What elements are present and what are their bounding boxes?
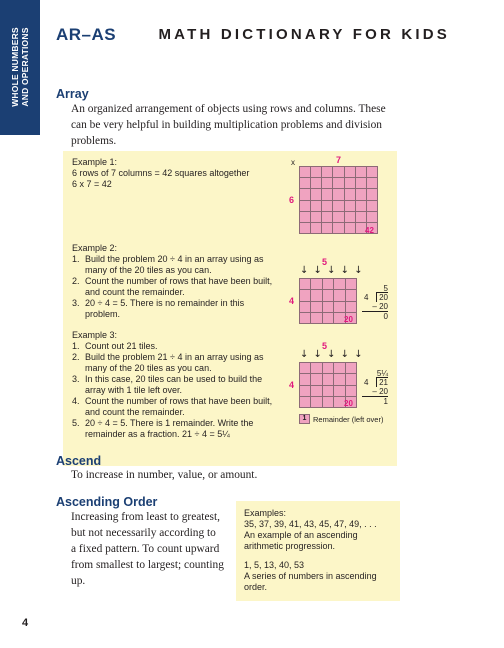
array-tile: [311, 201, 321, 211]
divisor: 4: [364, 378, 369, 387]
example-3-step: [72, 341, 272, 352]
array-tile: [311, 212, 321, 222]
step-line: In this case, 20 tiles can be used to build the: [85, 374, 263, 384]
example-2-text: [72, 243, 272, 320]
dividend: 20: [376, 292, 388, 302]
spacer: [244, 552, 377, 560]
ascending-examples-text: [244, 508, 377, 593]
divisor-dividend: [362, 293, 388, 302]
array-tile: [345, 223, 355, 233]
rows-label: 4: [289, 380, 295, 390]
columns-label: 5: [322, 341, 328, 351]
example-1-text: [72, 157, 249, 190]
total-label: 20: [344, 315, 353, 324]
term-ascend: Ascend: [56, 454, 102, 468]
array-tile: [300, 313, 310, 323]
term-array: Array: [56, 87, 89, 101]
example-sequence: 1, 5, 13, 40, 53: [244, 560, 305, 570]
step-line: Count out 21 tiles.: [85, 341, 158, 351]
array-tile: [367, 167, 377, 177]
definition-ascending-order: [71, 509, 241, 589]
example-3-step: [72, 418, 272, 440]
array-tile: [300, 167, 310, 177]
down-arrows-icon: ↓ ↓ ↓ ↓ ↓: [300, 349, 364, 360]
book-title: MATH DICTIONARY FOR KIDS: [158, 26, 450, 43]
array-tile: [334, 290, 344, 300]
rows-label: 6: [289, 195, 295, 205]
array-tile: [300, 189, 310, 199]
array-tile: [311, 302, 321, 312]
array-tile: [345, 201, 355, 211]
array-tile: [345, 178, 355, 188]
definition-line: from smallest to largest; counting: [71, 559, 224, 571]
array-tile: [334, 386, 344, 396]
array-tile: [333, 212, 343, 222]
example-note: An example of an ascending: [244, 530, 358, 540]
example-note: A series of numbers in ascending: [244, 571, 377, 581]
array-tile: [346, 290, 356, 300]
quotient: 5¼: [376, 369, 388, 378]
array-tile: [346, 279, 356, 289]
array-tile: [323, 363, 333, 373]
array-grid-6x7: [299, 166, 378, 234]
rows-label: 4: [289, 296, 295, 306]
step-number: 3.: [72, 374, 80, 384]
array-tile: [311, 363, 321, 373]
array-tile: [300, 302, 310, 312]
array-tile: [311, 313, 321, 323]
step-number: 1.: [72, 341, 80, 351]
remainder: 0: [383, 312, 388, 321]
array-tile: [346, 363, 356, 373]
array-tile: [323, 302, 333, 312]
array-tile: [323, 397, 333, 407]
array-tile: [346, 374, 356, 384]
definition-line: up.: [71, 575, 86, 587]
array-tile: [356, 189, 366, 199]
array-tile: [334, 302, 344, 312]
example-3-step: [72, 374, 272, 396]
example-2-step: [72, 276, 272, 298]
long-division-2: [362, 284, 388, 321]
array-tile: [322, 223, 332, 233]
array-tile: [311, 167, 321, 177]
array-tile: [300, 212, 310, 222]
array-tile: [300, 279, 310, 289]
step-line: many of the 20 tiles as you can.: [85, 265, 212, 275]
definition-line: Increasing from least to greatest,: [71, 511, 220, 523]
step-line: remainder as a fraction. 21 ÷ 4 = 5¼: [85, 429, 230, 439]
divisor: 4: [364, 293, 369, 302]
array-tile: [311, 386, 321, 396]
example-2-step: [72, 298, 272, 320]
step-number: 5.: [72, 418, 80, 428]
array-tile: [311, 189, 321, 199]
array-tile: [322, 212, 332, 222]
step-line: Build the problem 21 ÷ 4 in an array using as: [85, 352, 264, 362]
subtract: – 20: [362, 302, 388, 312]
remainder-caption: Remainder (left over): [313, 415, 384, 424]
step-line: 20 ÷ 4 = 5. There is no remainder in this: [85, 298, 245, 308]
array-tile: [367, 189, 377, 199]
example-3-heading: Example 3:: [72, 330, 118, 340]
array-tile: [334, 279, 344, 289]
array-tile: [323, 386, 333, 396]
step-number: 3.: [72, 298, 80, 308]
step-line: and count the remainder.: [85, 287, 185, 297]
array-tile: [346, 386, 356, 396]
example-1-heading: Example 1:: [72, 157, 118, 167]
array-tile: [333, 201, 343, 211]
array-tile: [345, 212, 355, 222]
array-tile: [300, 223, 310, 233]
term-ascending-order: Ascending Order: [56, 495, 158, 509]
columns-label: 7: [336, 155, 342, 165]
example-2-heading: Example 2:: [72, 243, 118, 253]
array-tile: [322, 189, 332, 199]
page-number: 4: [22, 617, 29, 629]
array-tile: [300, 363, 310, 373]
times-label: x: [291, 158, 295, 167]
page-range-heading: AR–AS: [56, 25, 117, 44]
array-tile: [322, 201, 332, 211]
step-line: and count the remainder.: [85, 407, 185, 417]
columns-label: 5: [322, 257, 328, 267]
example-3-step: [72, 396, 272, 418]
array-tile: [367, 178, 377, 188]
array-tile: [323, 279, 333, 289]
array-tile: [300, 290, 310, 300]
step-number: 2.: [72, 352, 80, 362]
array-tile: [323, 374, 333, 384]
array-tile: [334, 374, 344, 384]
array-tile: [311, 374, 321, 384]
remainder: 1: [383, 397, 388, 406]
step-line: 20 ÷ 4 = 5. There is 1 remainder. Write the: [85, 418, 254, 428]
definition-line: but not necessarily according to: [71, 527, 216, 539]
subtract: – 20: [362, 387, 388, 397]
array-tile: [311, 290, 321, 300]
example-1-line: 6 x 7 = 42: [72, 179, 112, 189]
examples-heading: Examples:: [244, 508, 287, 518]
example-note: order.: [244, 582, 268, 592]
side-tab-line-2: AND OPERATIONS: [20, 27, 30, 107]
array-tile: [333, 223, 343, 233]
array-tile: [345, 189, 355, 199]
array-tile: [356, 201, 366, 211]
definition-line: a fixed pattern. To count upward: [71, 543, 220, 555]
down-arrows-icon: ↓ ↓ ↓ ↓ ↓: [300, 265, 364, 276]
array-tile: [345, 167, 355, 177]
array-tile: [300, 374, 310, 384]
section-side-tab-label: [10, 2, 30, 132]
step-line: many of the 20 tiles as you can.: [85, 363, 212, 373]
example-1-line: 6 rows of 7 columns = 42 squares altogether: [72, 168, 250, 178]
array-tile: [300, 397, 310, 407]
array-tile: [322, 178, 332, 188]
array-tile: [311, 178, 321, 188]
array-tile: [356, 178, 366, 188]
example-2-step: [72, 254, 272, 276]
array-tile: [311, 279, 321, 289]
array-tile: [300, 201, 310, 211]
dividend: 21: [376, 377, 388, 387]
array-tile: [300, 386, 310, 396]
array-tile: [333, 167, 343, 177]
definition-ascend: To increase in number, value, or amount.: [71, 469, 258, 481]
array-tile: [333, 178, 343, 188]
total-label: 42: [365, 226, 374, 235]
array-tile: [356, 167, 366, 177]
array-tile: [311, 397, 321, 407]
step-line: Build the problem 20 ÷ 4 in an array using as: [85, 254, 264, 264]
remainder-tile: 1: [299, 414, 310, 424]
step-line: Count the number of rows that have been built,: [85, 396, 273, 406]
step-line: Count the number of rows that have been built,: [85, 276, 273, 286]
array-tile: [367, 201, 377, 211]
array-tile: [356, 212, 366, 222]
step-number: 4.: [72, 396, 80, 406]
quotient: 5: [383, 284, 388, 293]
step-line: problem.: [85, 309, 121, 319]
definition-array: An organized arrangement of objects using rows and columns. These can be very helpful in building multiplication problems and division problems.: [71, 103, 386, 147]
array-tile: [322, 167, 332, 177]
array-tile: [323, 290, 333, 300]
divisor-dividend: [362, 378, 388, 387]
side-tab-line-1: WHOLE NUMBERS: [10, 27, 20, 107]
array-tile: [367, 212, 377, 222]
example-3-text: [72, 330, 272, 440]
example-3-step: [72, 352, 272, 374]
long-division-3: [362, 369, 388, 406]
array-tile: [323, 313, 333, 323]
array-tile: [311, 223, 321, 233]
example-note: arithmetic progression.: [244, 541, 336, 551]
section-side-tab: [0, 0, 40, 135]
example-sequence: 35, 37, 39, 41, 43, 45, 47, 49, . . .: [244, 519, 377, 529]
step-number: 2.: [72, 276, 80, 286]
array-tile: [333, 189, 343, 199]
array-tile: [334, 363, 344, 373]
total-label: 20: [344, 399, 353, 408]
array-tile: [300, 178, 310, 188]
step-number: 1.: [72, 254, 80, 264]
step-line: array with 1 tile left over.: [85, 385, 183, 395]
array-tile: [346, 302, 356, 312]
